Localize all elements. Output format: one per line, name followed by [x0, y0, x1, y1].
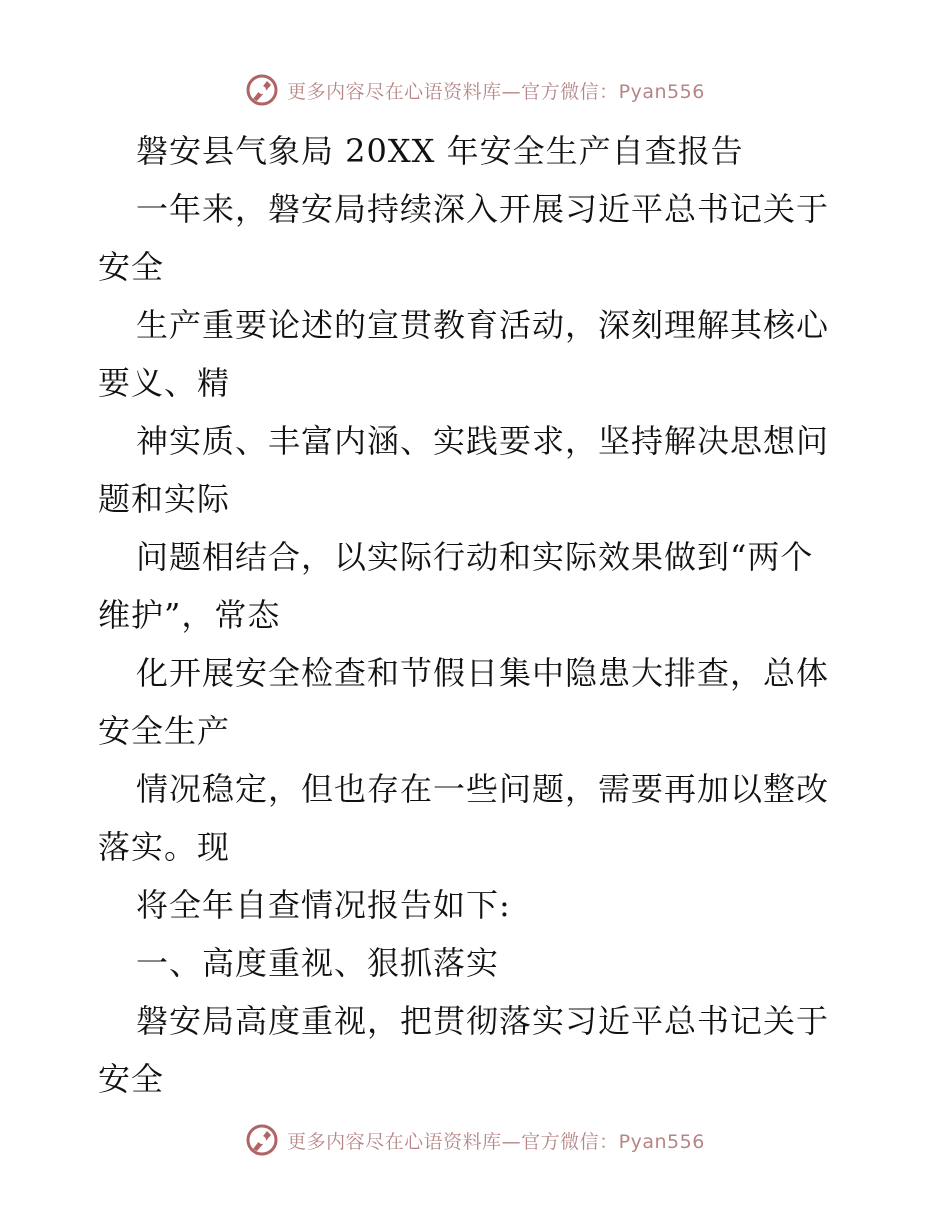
brand-logo-icon — [245, 1123, 279, 1157]
watermark-text: 更多内容尽在心语资料库—官方微信：Pyan556 — [287, 1130, 705, 1153]
doc-line: 安全 — [98, 1060, 165, 1098]
header-watermark — [0, 70, 950, 110]
doc-line: 安全 — [98, 248, 165, 286]
doc-line: 磐安局高度重视，把贯彻落实习近平总书记关于 — [136, 1002, 830, 1040]
doc-line: 神实质、丰富内涵、实践要求，坚持解决思想问 — [136, 422, 830, 460]
doc-line: 化开展安全检查和节假日集中隐患大排查，总体 — [136, 654, 830, 692]
doc-line: 要义、精 — [98, 364, 231, 402]
doc-line: 一年来，磐安局持续深入开展习近平总书记关于 — [136, 190, 830, 228]
doc-line: 将全年自查情况报告如下: — [136, 886, 511, 924]
document-body — [98, 122, 858, 1108]
footer-watermark — [0, 1120, 950, 1160]
doc-line: 题和实际 — [98, 480, 231, 518]
section-heading: 一、高度重视、狠抓落实 — [136, 944, 500, 982]
doc-line: 落实。现 — [98, 828, 231, 866]
doc-line: 维护”，常态 — [98, 596, 281, 634]
doc-line: 生产重要论述的宣贯教育活动，深刻理解其核心 — [136, 306, 830, 344]
doc-line: 问题相结合，以实际行动和实际效果做到“两个 — [136, 538, 814, 576]
watermark-text: 更多内容尽在心语资料库—官方微信：Pyan556 — [287, 80, 705, 103]
brand-logo-icon — [245, 73, 279, 107]
doc-line: 情况稳定，但也存在一些问题，需要再加以整改 — [136, 770, 830, 808]
doc-line: 安全生产 — [98, 712, 231, 750]
doc-title: 磐安县气象局 20XX 年安全生产自查报告 — [136, 132, 744, 170]
